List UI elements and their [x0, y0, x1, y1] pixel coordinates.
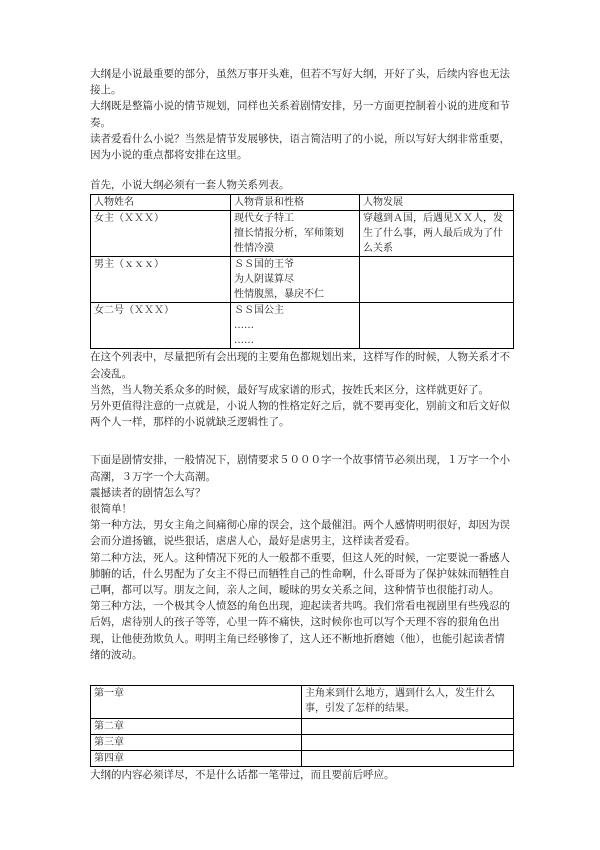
after-table-paragraph-3: 另外更值得注意的一点就是，小说人物的性格定好之后，就不要再变化，别前文和后文好似两个人一样，那样的小说就缺乏逻辑性了。 — [90, 400, 510, 429]
chapter-content — [302, 719, 514, 735]
intro-paragraph-1: 大纲是小说最重要的部分，虽然万事开头难，但若不写好大纲，开好了头，后续内容也无法接上。 — [90, 68, 510, 97]
table-intro: 首先，小说大纲必须有一套人物关系列表。 — [90, 179, 290, 192]
method-two: 第二种方法，死人。这种情况下死的人一般都不重要，但这人死的时候，一定要说一番感人肺腑的话，什么男配为了女主不得已而牺牲自己的性命啊，什么哥哥为了保护妹妹而牺牲自己啊，都可以写。朋友之间，亲人之间，暧昧的男女关系之间，这种情节也很能打动人。 — [90, 551, 510, 597]
table-row — [91, 686, 514, 719]
chapter-content — [302, 735, 514, 751]
table-row — [91, 719, 514, 735]
plot-paragraph-1: 下面是剧情安排，一般情况下，剧情要求５０００字一个故事情节必须出现，１万字一个小高潮，３万字一个大高潮。 — [90, 454, 510, 483]
chapter-label: 第一章 — [91, 686, 302, 719]
character-background: ＳＳ国公主 …… …… — [231, 303, 360, 349]
chapter-content — [302, 751, 514, 767]
character-name: 男主（ｘｘｘ） — [91, 257, 231, 303]
method-one: 第一种方法，男女主角之间痛彻心扉的误会，这个最催泪。两个人感情明明很好，却因为误会而分道扬镳，说些狠话，虐虐人心，最好是虐男主，这样读者爱看。 — [90, 519, 510, 548]
table-row — [91, 257, 514, 303]
method-three: 第三种方法，一个极其令人愤怒的角色出现，迎起读者共鸣。我们常看电视剧里有些残忍的后妈，虐待别人的孩子等等，心里一阵不痛快，这时候你也可以写个天理不容的狠角色出现，让他使劲欺负人。明明主角已经够惨了，这人还不断地折磨她（他），也能引起读者情绪的波动。 — [90, 600, 510, 661]
character-development: 穿越到Ａ国，后遇见ＸＸ人，发生了什么事，两人最后成为了什么关系 — [360, 211, 514, 257]
plot-question: 震撼读者的剧情怎么写？ — [90, 486, 206, 499]
table-row — [91, 735, 514, 751]
chapter-label: 第三章 — [91, 735, 302, 751]
character-development — [360, 303, 514, 349]
after-table-paragraph-1: 在这个列表中，尽量把所有会出现的主要角色都规划出来，这样写作的时候，人物关系才不会凌乱。 — [90, 351, 510, 380]
plot-answer: 很简单！ — [90, 503, 132, 516]
character-development — [360, 257, 514, 303]
header-development: 人物发展 — [360, 195, 514, 211]
table-row — [91, 211, 514, 257]
header-name: 人物姓名 — [91, 195, 231, 211]
closing-paragraph: 大纲的内容必须详尽，不是什么话都一笔带过，而且要前后呼应。 — [90, 769, 395, 782]
character-background: ＳＳ国的王爷 为人阴谋算尽 性情腹黑，暴戾不仁 — [231, 257, 360, 303]
after-table-paragraph-2: 当然，当人物关系众多的时候，最好写成家谱的形式，按姓氏来区分，这样就更好了。 — [90, 383, 489, 396]
intro-paragraph-2: 大纲既是整篇小说的情节规划，同样也关系着剧情安排，另一方面更控制着小说的进度和节奏。 — [90, 100, 510, 129]
character-name: 女主（ＸＸＸ） — [91, 211, 231, 257]
table-row — [91, 303, 514, 349]
intro-paragraph-3: 读者爱看什么小说？当然是情节发展够快，语言简洁明了的小说，所以写好大纲非常重要，因为小说的重点都将安排在这里。 — [90, 132, 510, 162]
chapter-label: 第四章 — [91, 751, 302, 767]
chapter-table — [90, 685, 514, 767]
document-page — [90, 66, 515, 783]
character-background: 现代女子特工 擅长情报分析，军师策划 性情冷漠 — [231, 211, 360, 257]
chapter-content: 主角来到什么地方，遇到什么人，发生什么事，引发了怎样的结果。 — [302, 686, 514, 719]
chapter-label: 第二章 — [91, 719, 302, 735]
character-table — [90, 194, 514, 349]
table-row — [91, 751, 514, 767]
character-name: 女二号（ＸＸＸ） — [91, 303, 231, 349]
header-background: 人物背景和性格 — [231, 195, 360, 211]
